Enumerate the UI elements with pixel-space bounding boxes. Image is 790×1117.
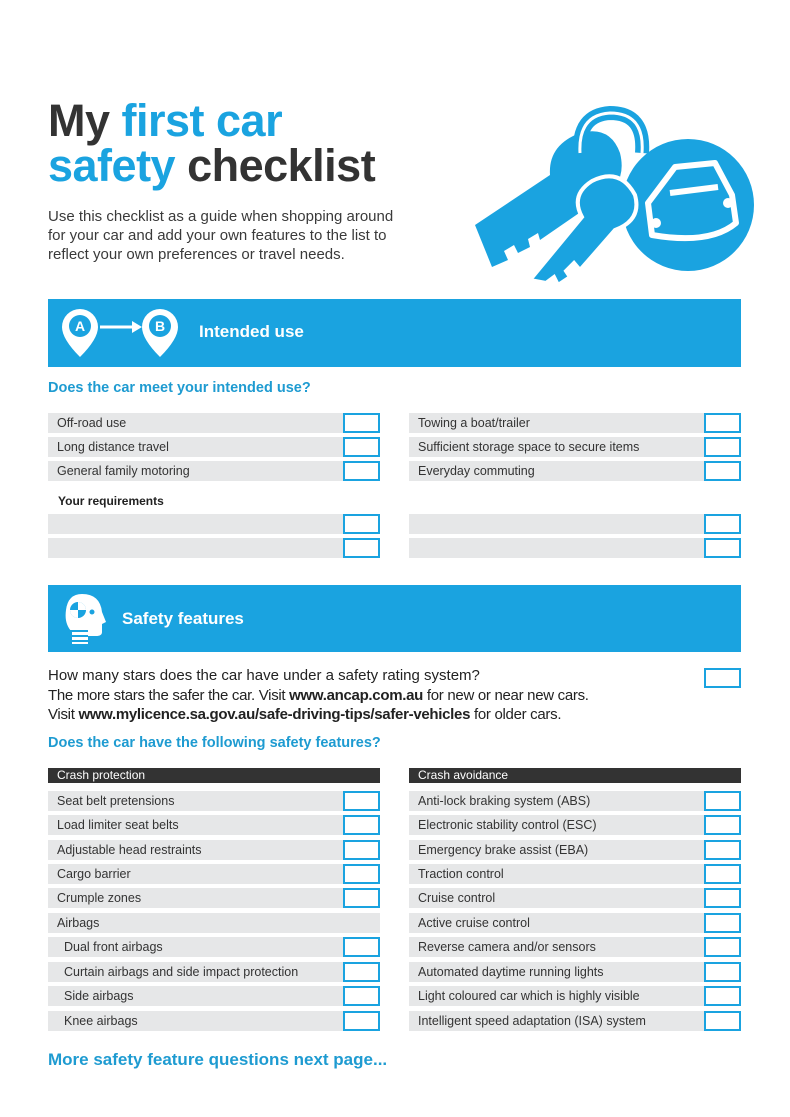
checkbox-side-airbags[interactable] xyxy=(343,986,380,1006)
checkbox-general-family-motoring[interactable] xyxy=(343,461,380,481)
airbags-subheader xyxy=(48,913,380,933)
mylicence-link[interactable]: www.mylicence.sa.gov.au/safe-driving-tips/safer-vehicles xyxy=(78,706,471,723)
item-label: Side airbags xyxy=(64,989,134,1003)
list-item xyxy=(409,864,741,884)
item-label: Cruise control xyxy=(418,891,496,905)
page-title xyxy=(48,95,376,191)
list-item xyxy=(409,1011,741,1031)
stars-line2-text: The more stars the safer the car. Visit xyxy=(48,686,290,704)
list-item xyxy=(409,937,741,957)
item-label: Sufficient storage space to secure items xyxy=(418,440,640,454)
stars-line2-text: for new or near new cars. xyxy=(423,686,589,704)
item-label: Reverse camera and/or sensors xyxy=(418,940,596,954)
requirement-input-row[interactable] xyxy=(48,538,380,558)
list-item xyxy=(48,815,380,835)
list-item xyxy=(409,437,741,457)
checkbox-knee-airbags[interactable] xyxy=(343,1011,380,1031)
list-item xyxy=(409,461,741,481)
stars-question-text: How many stars does the car have under a safety rating system? xyxy=(48,667,480,684)
checkbox-cargo-barrier[interactable] xyxy=(343,864,380,884)
list-item xyxy=(409,913,741,933)
list-item xyxy=(409,791,741,811)
item-label: Load limiter seat belts xyxy=(57,818,179,832)
title-dark-2: checklist xyxy=(175,140,376,191)
checkbox-requirement[interactable] xyxy=(704,514,741,534)
svg-text:A: A xyxy=(74,318,86,334)
checkbox-crumple-zones[interactable] xyxy=(343,888,380,908)
checkbox-curtain-airbags[interactable] xyxy=(343,962,380,982)
next-page-note: More safety feature questions next page... xyxy=(48,1050,388,1069)
item-label: Dual front airbags xyxy=(64,940,163,954)
checkbox-isa[interactable] xyxy=(704,1011,741,1031)
item-label: Curtain airbags and side impact protection xyxy=(64,965,299,979)
crash-test-dummy-icon xyxy=(62,592,108,648)
checkbox-requirement[interactable] xyxy=(343,514,380,534)
checkbox-requirement[interactable] xyxy=(704,538,741,558)
checkbox-esc[interactable] xyxy=(704,815,741,835)
requirement-input-row[interactable] xyxy=(409,538,741,558)
item-label: Intelligent speed adaptation (ISA) system xyxy=(418,1014,646,1028)
checkbox-requirement[interactable] xyxy=(343,538,380,558)
svg-text:B: B xyxy=(154,318,166,334)
list-item xyxy=(409,986,741,1006)
star-rating-input[interactable] xyxy=(704,668,741,688)
item-label: Airbags xyxy=(57,916,100,930)
checkbox-seat-belt-pretensions[interactable] xyxy=(343,791,380,811)
checkbox-eba[interactable] xyxy=(704,840,741,860)
requirement-input-row[interactable] xyxy=(48,514,380,534)
intro-paragraph xyxy=(48,207,428,264)
item-label: Anti-lock braking system (ABS) xyxy=(418,794,591,808)
checkbox-dual-front-airbags[interactable] xyxy=(343,937,380,957)
checkbox-everyday-commuting[interactable] xyxy=(704,461,741,481)
your-requirements-label: Your requirements xyxy=(58,494,164,508)
item-label: Automated daytime running lights xyxy=(418,965,604,979)
item-label: Everyday commuting xyxy=(418,464,535,478)
item-label: Electronic stability control (ESC) xyxy=(418,818,597,832)
checkbox-storage-space[interactable] xyxy=(704,437,741,457)
item-label: Light coloured car which is highly visible xyxy=(418,989,640,1003)
item-label: Emergency brake assist (EBA) xyxy=(418,843,589,857)
checkbox-active-cruise-control[interactable] xyxy=(704,913,741,933)
list-item xyxy=(48,791,380,811)
list-item xyxy=(48,962,380,982)
banner-label: Intended use xyxy=(199,322,304,341)
item-label: Off-road use xyxy=(57,416,127,430)
list-item xyxy=(409,840,741,860)
stars-line3-text: Visit xyxy=(48,706,79,723)
checkbox-daytime-running-lights[interactable] xyxy=(704,962,741,982)
item-label: General family motoring xyxy=(57,464,190,478)
requirement-input-row[interactable] xyxy=(409,514,741,534)
item-label: Seat belt pretensions xyxy=(57,794,175,808)
item-label: Long distance travel xyxy=(57,440,169,454)
ancap-link[interactable]: www.ancap.com.au xyxy=(289,686,424,704)
intended-use-question: Does the car meet your intended use? xyxy=(48,380,311,396)
item-label: Traction control xyxy=(418,867,504,881)
intended-use-banner xyxy=(48,299,741,367)
checkbox-off-road-use[interactable] xyxy=(343,413,380,433)
checkbox-cruise-control[interactable] xyxy=(704,888,741,908)
title-dark-1: My xyxy=(48,95,122,146)
route-a-to-b-icon xyxy=(60,307,180,359)
crash-avoidance-header: Crash avoidance xyxy=(409,768,741,783)
list-item xyxy=(48,937,380,957)
checkbox-light-coloured-car[interactable] xyxy=(704,986,741,1006)
intro-line: Use this checklist as a guide when shopping around xyxy=(48,208,394,225)
list-item xyxy=(409,962,741,982)
item-label: Knee airbags xyxy=(64,1014,138,1028)
star-rating-question xyxy=(48,666,589,725)
checkbox-long-distance-travel[interactable] xyxy=(343,437,380,457)
stars-line3-text: for older cars. xyxy=(470,706,562,723)
item-label: Cargo barrier xyxy=(57,867,131,881)
banner-label: Safety features xyxy=(122,609,244,628)
checkbox-towing[interactable] xyxy=(704,413,741,433)
item-label: Adjustable head restraints xyxy=(57,843,202,857)
safety-features-banner xyxy=(48,585,741,652)
list-item xyxy=(409,413,741,433)
list-item xyxy=(48,413,380,433)
crash-protection-header: Crash protection xyxy=(48,768,380,783)
list-item xyxy=(48,461,380,481)
list-item xyxy=(48,986,380,1006)
list-item xyxy=(48,1011,380,1031)
item-label: Active cruise control xyxy=(418,916,530,930)
intro-line: reflect your own preferences or travel needs. xyxy=(48,246,345,263)
checkbox-abs[interactable] xyxy=(704,791,741,811)
list-item xyxy=(409,888,741,908)
list-item xyxy=(48,840,380,860)
list-item xyxy=(48,888,380,908)
checkbox-reverse-camera[interactable] xyxy=(704,937,741,957)
checkbox-load-limiter[interactable] xyxy=(343,815,380,835)
item-label: Crumple zones xyxy=(57,891,142,905)
title-blue-2: safety xyxy=(48,140,176,191)
list-item xyxy=(48,437,380,457)
safety-features-question: Does the car have the following safety features? xyxy=(48,735,381,751)
list-item xyxy=(48,864,380,884)
item-label: Towing a boat/trailer xyxy=(418,416,530,430)
checkbox-head-restraints[interactable] xyxy=(343,840,380,860)
intro-line: for your car and add your own features to the list to xyxy=(48,227,387,244)
car-keys-icon xyxy=(470,105,760,285)
checkbox-traction-control[interactable] xyxy=(704,864,741,884)
title-blue-1: first car xyxy=(121,95,283,146)
list-item xyxy=(409,815,741,835)
